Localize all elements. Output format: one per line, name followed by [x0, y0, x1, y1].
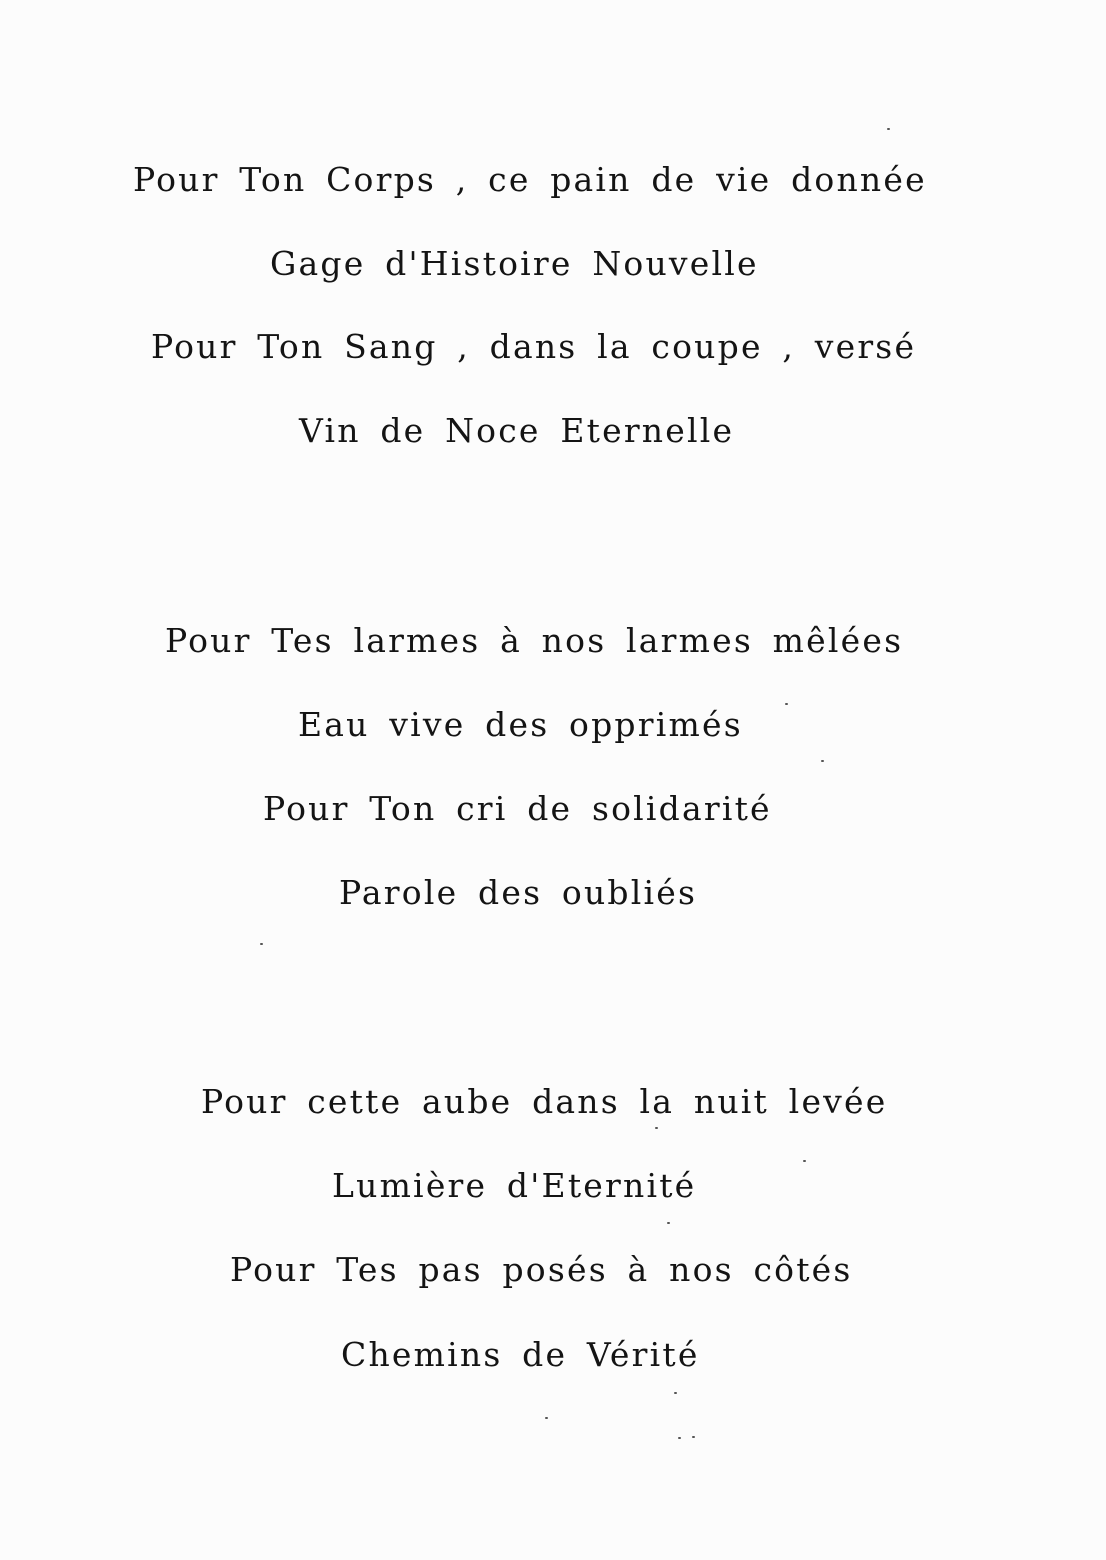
scan-speck	[803, 1160, 806, 1162]
scan-speck	[655, 1127, 658, 1129]
scan-speck	[674, 1392, 677, 1394]
poem-line: Vin de Noce Eternelle	[299, 411, 735, 450]
scan-speck	[545, 1417, 548, 1419]
scan-speck	[260, 943, 263, 945]
scan-speck	[887, 128, 890, 130]
scan-speck	[785, 703, 788, 705]
poem-line: Pour cette aube dans la nuit levée	[201, 1082, 888, 1121]
poem-line: Pour Tes pas posés à nos côtés	[230, 1250, 853, 1289]
poem-line: Pour Ton Sang , dans la coupe , versé	[151, 327, 917, 366]
poem-line: Chemins de Vérité	[341, 1335, 700, 1374]
scan-speck	[678, 1437, 681, 1439]
poem-line: Lumière d'Eternité	[332, 1166, 697, 1205]
scan-speck	[667, 1222, 670, 1224]
poem-line: Gage d'Histoire Nouvelle	[270, 244, 759, 283]
poem-line: Eau vive des opprimés	[298, 705, 743, 744]
poem-line: Parole des oubliés	[339, 873, 698, 912]
poem-line: Pour Tes larmes à nos larmes mêlées	[165, 621, 904, 660]
scan-speck	[692, 1436, 695, 1438]
poem-line: Pour Ton cri de solidarité	[263, 789, 772, 828]
scan-speck	[821, 760, 824, 762]
poem-line: Pour Ton Corps , ce pain de vie donnée	[133, 160, 927, 199]
